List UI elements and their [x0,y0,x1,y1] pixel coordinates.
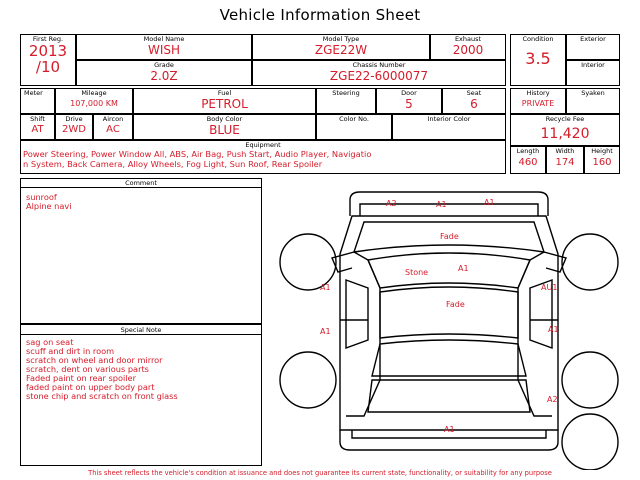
model-type-cell [252,34,430,60]
interior-cell [566,60,620,86]
special-note-box [20,324,262,466]
meter-cell [20,88,55,114]
fuel-label: Fuel [217,89,232,97]
steering-label: Steering [332,89,360,97]
model-type-value: ZGE22W [314,43,368,57]
fuel-value: PETROL [201,97,248,111]
special-note-line: scratch, dent on various parts [26,364,149,374]
chassis-value: ZGE22-6000077 [329,69,429,83]
damage-mark: A2 [386,199,397,208]
history-value: PRIVATE [521,99,555,108]
condition-cell [510,34,566,86]
seat-label: Seat [466,89,482,97]
length-value: 460 [518,157,538,168]
wheel-front-left [280,234,336,290]
door-value: 5 [405,97,413,111]
exhaust-cell [430,34,506,60]
wheel-rear-left [280,352,336,408]
body-color-label: Body Color [206,115,243,123]
shift-cell [20,114,55,140]
condition-value: 3.5 [525,49,551,68]
height-value: 160 [592,157,612,168]
model-name-label: Model Name [143,35,185,43]
width-value: 174 [555,157,575,168]
mileage-value: 107,000 KM [70,99,118,108]
exterior-cell [566,34,620,60]
damage-mark: A1 [548,325,559,334]
fuel-cell [133,88,316,114]
grade-value: 2.0Z [150,69,178,83]
syaken-cell [566,88,620,114]
damage-mark: A1 [484,198,495,207]
width-label: Width [555,147,575,155]
wheel-rear-right [562,352,618,408]
special-note-line: Faded paint on rear spoiler [26,373,136,383]
model-type-label: Model Type [322,35,360,43]
syaken-label: Syaken [581,89,605,97]
mileage-label: Mileage [81,89,107,97]
roof [380,287,518,338]
width-cell [546,146,584,174]
door-label: Door [401,89,417,97]
damage-mark: A2 [547,395,558,404]
exhaust-value: 2000 [452,43,484,57]
height-cell [584,146,620,174]
length-label: Length [516,147,540,155]
history-label: History [526,89,550,97]
body-color-cell [133,114,316,140]
equipment-line-2: n System, Back Camera, Alloy Wheels, Fog Light, Sun Roof, Rear Spoiler [23,159,323,169]
special-note-line: stone chip and scratch on front glass [26,391,178,401]
comment-box [20,178,262,324]
wheel-front-right [562,234,618,290]
rear-hatch [368,380,530,412]
aircon-value: AC [106,124,120,135]
damage-mark: Fade [440,232,459,241]
length-cell [510,146,546,174]
sheet-title: Vehicle Information Sheet [219,6,421,24]
first-reg-year: 2013 [28,42,68,60]
meter-label: Meter [24,89,43,97]
model-name-cell [76,34,252,60]
exhaust-label: Exhaust [454,35,482,43]
interior-label: Interior [581,61,605,69]
equipment-cell [20,140,506,174]
special-note-label: Special Note [21,326,261,335]
damage-mark: Stone [405,268,429,277]
shift-value: AT [31,124,44,135]
damage-mark: AU1 [541,283,558,292]
special-note-line: sag on seat [26,337,74,347]
special-note-line: scratch on wheel and door mirror [26,355,163,365]
seat-cell [442,88,506,114]
mileage-cell [55,88,133,114]
first-reg-label: First Reg. [32,35,64,43]
color-no-cell [316,114,392,140]
special-note-line: faded paint on upper body part [26,382,155,392]
comment-line: Alpine navi [26,201,72,211]
damage-mark: A1 [320,283,331,292]
history-cell [510,88,566,114]
disclaimer-footer: This sheet reflects the vehicle's condition at issuance and does not guarantee its current state, functionality, or suitability for any purpose [88,469,552,477]
chassis-cell [252,60,506,86]
recycle-fee-value: 11,420 [540,126,590,142]
equipment-line-1: Power Steering, Power Window All, ABS, Air Bag, Push Start, Audio Player, Navigatio [23,149,372,159]
interior-color-label: Interior Color [427,115,471,123]
chassis-label: Chassis Number [352,61,406,69]
model-name-value: WISH [147,43,181,57]
first-reg-month: /10 [35,58,61,76]
rear-window [372,340,526,376]
damage-mark: A1 [320,327,331,336]
comment-label: Comment [21,179,261,188]
steering-cell [316,88,376,114]
equipment-label: Equipment [245,141,281,149]
seat-value: 6 [470,97,478,111]
interior-color-cell [392,114,506,140]
aircon-cell [93,114,133,140]
spare-wheel [562,414,618,470]
drive-label: Drive [65,115,83,123]
recycle-fee-cell [510,114,620,146]
comment-line: sunroof [26,192,57,202]
grade-cell [76,60,252,86]
damage-mark: Fade [446,300,465,309]
condition-label: Condition [522,35,554,43]
recycle-fee-label: Recycle Fee [545,115,585,123]
damage-mark: A1 [444,425,455,434]
damage-mark: A1 [458,264,469,273]
first-reg-cell [20,34,76,86]
exterior-label: Exterior [580,35,606,43]
drive-cell [55,114,93,140]
body-color-value: BLUE [209,123,240,137]
damage-mark: A1 [436,200,447,209]
grade-label: Grade [154,61,174,69]
drive-value: 2WD [62,124,86,135]
color-no-label: Color No. [339,115,369,123]
height-label: Height [591,147,613,155]
special-note-line: scuff and dirt in room [26,346,115,356]
shift-label: Shift [30,115,45,123]
aircon-label: Aircon [102,115,124,123]
door-cell [376,88,442,114]
windshield [368,253,530,288]
